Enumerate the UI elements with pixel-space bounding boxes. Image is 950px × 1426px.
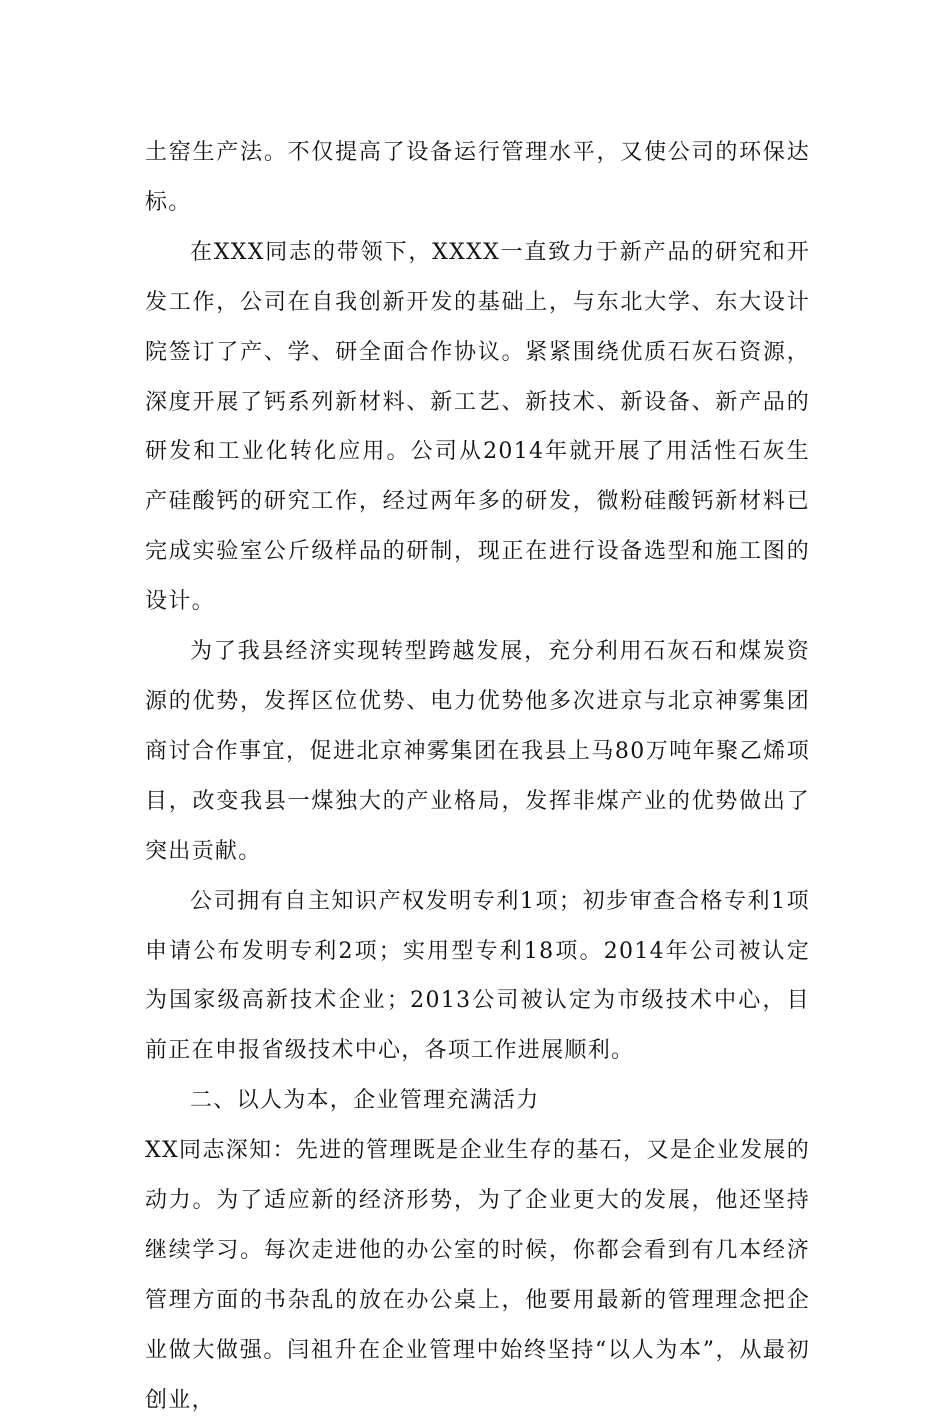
paragraph-5: XX同志深知：先进的管理既是企业生存的基石，又是企业发展的动力。为了适应新的经济形势，为了企业更大的发展，他还坚持继续学习。每次走进他的办公室的时候，你都会看到有几本经济管理方面的书杂乱的放在办公桌上，他要用最新的管理理念把企业做大做强。闫祖升在企业管理中始终坚持“以人为本”，从最初创业，: [145, 1138, 810, 1413]
paragraph-2: 在XXX同志的带领下，XXXX一直致力于新产品的研究和开发工作，公司在自我创新开发的基础上，与东北大学、东大设计院签订了产、学、研全面合作协议。紧紧围绕优质石灰石资源，深度开展了钙系列新材料、新工艺、新技术、新设备、新产品的研发和工业化转化应用。公司从2014年就开展了用活性石灰生产硅酸钙的研究工作，经过两年多的研发，微粉硅酸钙新材料已完成实验室公斤级样品的研制，现正在进行设备选型和施工图的设计。: [145, 239, 810, 615]
paragraph-3: 为了我县经济实现转型跨越发展，充分利用石灰石和煤炭资源的优势，发挥区位优势、电力优势他多次进京与北京神雾集团商讨合作事宜，促进北京神雾集团在我县上马80万吨年聚乙烯项目，改变我县一煤独大的产业格局，发挥非煤产业的优势做出了突出贡献。: [145, 639, 810, 864]
document-page: [145, 128, 810, 1426]
section-heading: 二、以人为本，企业管理充满活力: [190, 1088, 540, 1114]
paragraph-1: 土窑生产法。不仅提高了设备运行管理水平，又使公司的环保达标。: [145, 140, 810, 215]
paragraph-4: 公司拥有自主知识产权发明专利1项；初步审查合格专利1项申请公布发明专利2项；实用型专利18项。2014年公司被认定为国家级高新技术企业；2013公司被认定为市级技术中心，目前正在申报省级技术中心，各项工作进展顺利。: [145, 888, 810, 1064]
